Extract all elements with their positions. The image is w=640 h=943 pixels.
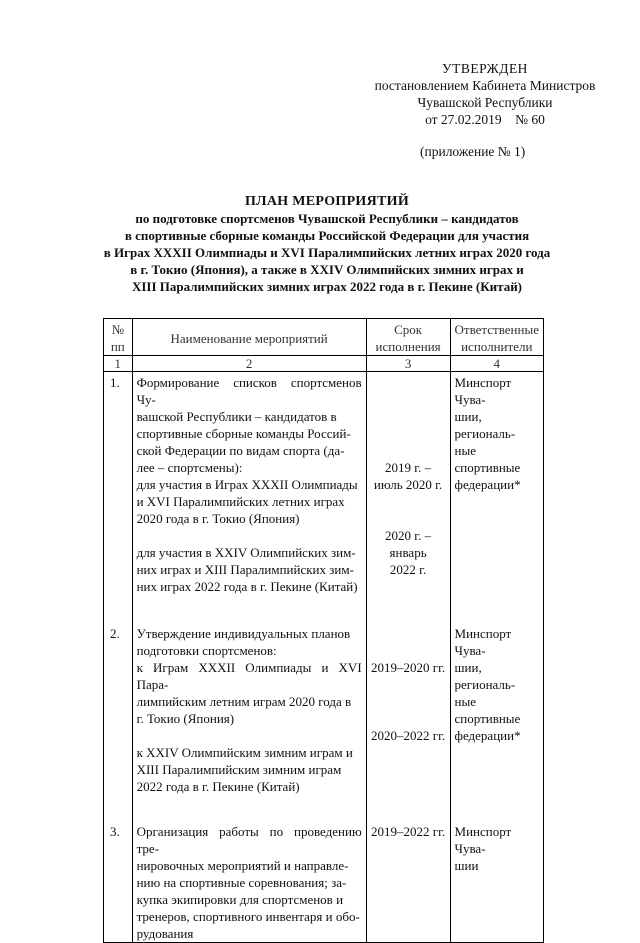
sub-line: к XXIV Олимпийским зимним играм и [136, 745, 353, 760]
plan-line: XIII Паралимпийских зимних играх 2022 года в г. Пекине (Китай) [131, 279, 523, 294]
sub-line: и XVI Паралимпийских летних играх [136, 494, 345, 509]
resp-line: Минспорт Чува- [454, 626, 512, 658]
header-name-text: Наименование мероприятий [170, 330, 328, 346]
name-line: нию на спортивные соревнования; за- [136, 875, 347, 890]
sub-line: г. Токио (Япония) [136, 711, 235, 726]
term-line: 2020 г. – [385, 528, 432, 543]
approval-block [360, 60, 610, 128]
header-num-text: № пп [110, 322, 125, 354]
table-row [104, 823, 544, 943]
plan-heading: ПЛАН МЕРОПРИЯТИЙ [244, 194, 410, 209]
sub-line: для участия в XXIV Олимпийских зим- [136, 545, 356, 560]
sub-line: XIII Паралимпийским зимним играм [136, 762, 342, 777]
name-line: вашской Республики – кандидатов в [136, 409, 337, 424]
resp-line: Минспорт Чува- [454, 824, 512, 856]
sub-line: 2022 года в г. Пекине (Китай) [136, 779, 300, 794]
plan-line: в спортивные сборные команды Российской Федерации для участия [124, 228, 530, 243]
row-name [132, 823, 366, 943]
term-line: январь [389, 545, 427, 560]
name-line: лее – спортсмены): [136, 460, 243, 475]
name-line: рудования [136, 926, 194, 941]
col-number: 3 [366, 356, 450, 372]
header-term-text: Срок исполнения [375, 322, 441, 354]
name-line: подготовки спортсменов: [136, 643, 277, 658]
row-resp [450, 823, 543, 943]
sub-line: к Играм XXXII Олимпиады и XVI Пара- [136, 660, 362, 692]
sub-line: них играх и XIII Паралимпийских зим- [136, 562, 354, 577]
term-line: 2022 г. [389, 562, 427, 577]
appendix-note: (приложение № 1) [420, 144, 526, 159]
row-name [132, 625, 366, 823]
header-term [366, 319, 450, 356]
col-number: 4 [450, 356, 543, 372]
row-term [366, 372, 450, 626]
name-line: нировочных мероприятий и направле- [136, 858, 349, 873]
row-resp [450, 625, 543, 823]
row-num: 2. [104, 625, 133, 823]
plan-line: в Играх XXXII Олимпиады и XVI Паралимпийских летних играх 2020 года [103, 245, 551, 260]
row-num: 1. [104, 372, 133, 626]
approval-line-2: Чувашской Республики [417, 95, 553, 110]
measures-table [103, 318, 544, 943]
name-line: Организация работы по проведению тре- [136, 824, 362, 856]
resp-line: ные спортивные [454, 443, 521, 475]
term-line: июль 2020 г. [373, 477, 443, 492]
sub-line: них играх 2022 года в г. Пекине (Китай) [136, 579, 358, 594]
resp-line: ные спортивные [454, 694, 521, 726]
col-number: 1 [104, 356, 133, 372]
header-name [132, 319, 366, 356]
table-row [104, 372, 544, 626]
name-line: ской Федерации по видам спорта (да- [136, 443, 345, 458]
row-resp [450, 372, 543, 626]
col-number: 2 [132, 356, 366, 372]
resp-line: федерации* [454, 477, 521, 492]
plan-line: в г. Токио (Япония), а также в XXIV Олимпийских зимних играх и [130, 262, 524, 277]
term-line: 2020–2022 гг. [370, 728, 446, 743]
term-line: 2019–2022 гг. [370, 824, 446, 839]
row-term [366, 625, 450, 823]
sub-line: для участия в Играх XXXII Олимпиады [136, 477, 358, 492]
plan-line: по подготовке спортсменов Чувашской Республики – кандидатов [135, 211, 519, 226]
resp-line: Минспорт Чува- [454, 375, 512, 407]
sub-line: 2020 года в г. Токио (Япония) [136, 511, 300, 526]
header-resp [450, 319, 543, 356]
name-line: тренеров, спортивного инвентаря и обо- [136, 909, 360, 924]
resp-line: шии [454, 858, 479, 873]
term-line: 2019 г. – [385, 460, 432, 475]
sub-line: лимпийским летним играм 2020 года в [136, 694, 352, 709]
approval-title: УТВЕРЖДЕН [442, 61, 528, 76]
resp-line: шии, региональ- [454, 409, 516, 441]
name-line: спортивные сборные команды Россий- [136, 426, 351, 441]
name-line: Формирование списков спортсменов Чу- [136, 375, 362, 407]
name-line: купка экипировки для спортсменов и [136, 892, 344, 907]
resp-line: шии, региональ- [454, 660, 516, 692]
resp-line: федерации* [454, 728, 521, 743]
row-name [132, 372, 366, 626]
row-num: 3. [104, 823, 133, 943]
header-num [104, 319, 133, 356]
plan-title-block [92, 193, 562, 295]
approval-line-1: постановлением Кабинета Министров [374, 78, 596, 93]
row-term [366, 823, 450, 943]
header-resp-text: Ответственные исполнители [454, 322, 539, 354]
approval-line-3: от 27.02.2019 № 60 [425, 112, 545, 127]
table-row [104, 625, 544, 823]
name-line: Утверждение индивидуальных планов [136, 626, 351, 641]
term-line: 2019–2020 гг. [370, 660, 446, 675]
